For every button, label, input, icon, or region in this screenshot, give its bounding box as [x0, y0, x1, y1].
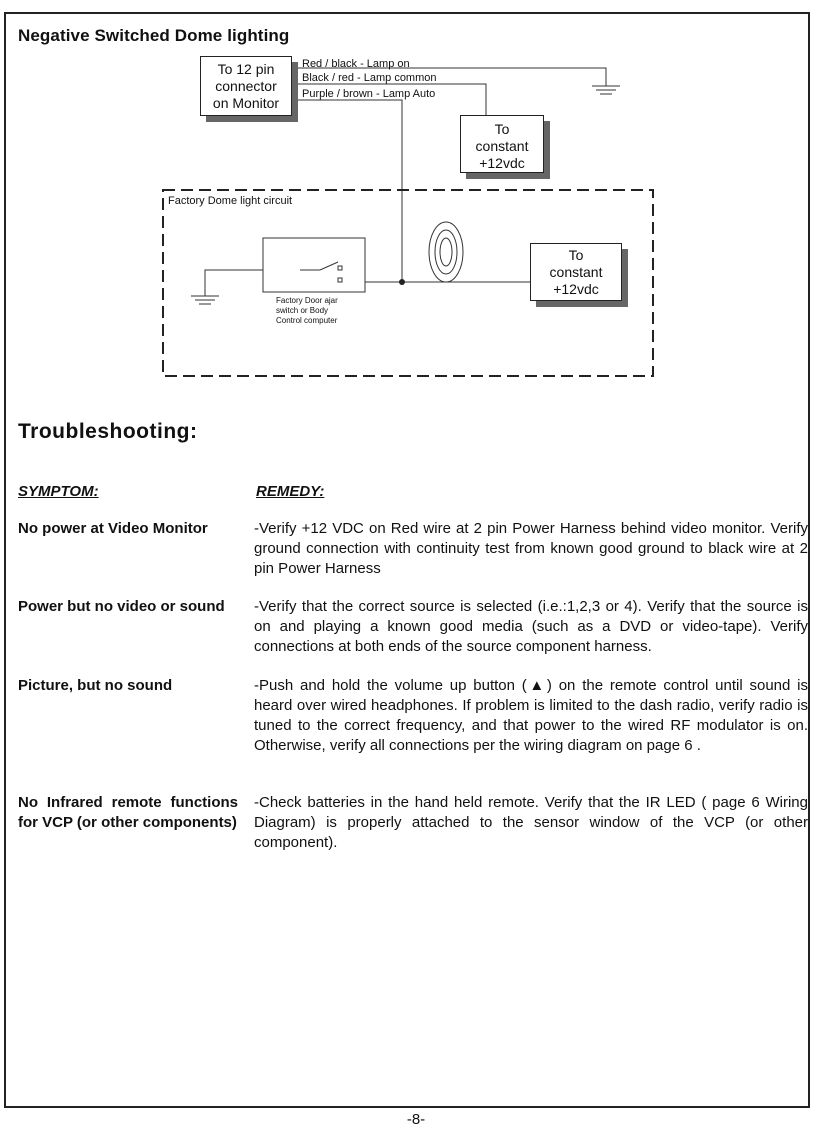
symptom-header: SYMPTOM:	[18, 483, 99, 500]
constant-1-line-1: To	[494, 121, 510, 137]
constant-1-line-3: +12vdc	[479, 155, 525, 171]
connector-line-2: connector	[215, 78, 277, 94]
wire-label-red-black: Red / black - Lamp on	[302, 58, 410, 70]
constant-2-line-1: To	[568, 247, 584, 263]
remedy-text: -Verify +12 VDC on Red wire at 2 pin Power Harness behind video monitor. Verify ground connection with continuity test from known good ground to black wire at 2 pin Power Harness	[254, 520, 808, 577]
constant-box-2	[530, 243, 622, 301]
symptom-text: Power but no video or sound	[18, 598, 225, 615]
connector-line-1: To 12 pin	[217, 61, 275, 77]
constant-2-line-2: constant	[549, 264, 603, 280]
page-number: -8-	[406, 1111, 426, 1128]
junction-dot	[399, 279, 405, 285]
constant-1-line-2: constant	[475, 138, 529, 154]
switch-label-line-1: Factory Door ajar	[276, 296, 338, 305]
remedy-text: -Verify that the correct source is selected (i.e.:1,2,3 or 4). Verify that the source is on and playing a known good media (such as a DVD or video-tape). Verify connections at both ends of the source component harness.	[254, 598, 808, 655]
remedy-text: -Check batteries in the hand held remote. Verify that the IR LED ( page 6 Wiring Diagram) is properly attached to the sensor window of the VCP (or other component).	[254, 794, 808, 851]
wire-label-black-red: Black / red - Lamp common	[302, 72, 437, 84]
connector-line-3: on Monitor	[212, 95, 280, 111]
constant-box-1	[460, 115, 544, 173]
ground-symbol-left	[191, 296, 219, 304]
troubleshooting-title: Troubleshooting:	[18, 420, 198, 443]
ground-symbol-top	[592, 86, 620, 94]
remedy-text: -Push and hold the volume up button (▲) on the remote control until sound is heard over wired headphones. If problem is limited to the dash radio, verify radio is tuned to the correct frequency, and that power to the wired RF modulator is on. Otherwise, verify all connections per the wiring diagram on page 6 .	[254, 677, 808, 754]
wiring-diagram	[0, 0, 832, 400]
connector-box	[200, 56, 292, 116]
switch-label-line-3: Control computer	[276, 316, 338, 325]
constant-2-line-3: +12vdc	[553, 281, 599, 297]
symptom-text: No Infrared remote functions for VCP (or other components)	[18, 794, 238, 831]
wire-label-purple-brown: Purple / brown - Lamp Auto	[302, 88, 436, 100]
switch-label-line-2: switch or Body	[276, 306, 329, 315]
dome-light-icon	[429, 222, 463, 282]
symptom-text: No power at Video Monitor	[18, 520, 208, 537]
remedy-header: REMEDY:	[256, 483, 325, 500]
switch-box	[263, 238, 365, 292]
switch-label	[276, 296, 376, 326]
factory-circuit-label: Factory Dome light circuit	[168, 195, 293, 207]
wire-switch-ground	[205, 270, 263, 296]
symptom-text: Picture, but no sound	[18, 677, 173, 694]
diagram-title: Negative Switched Dome lighting	[18, 26, 290, 45]
